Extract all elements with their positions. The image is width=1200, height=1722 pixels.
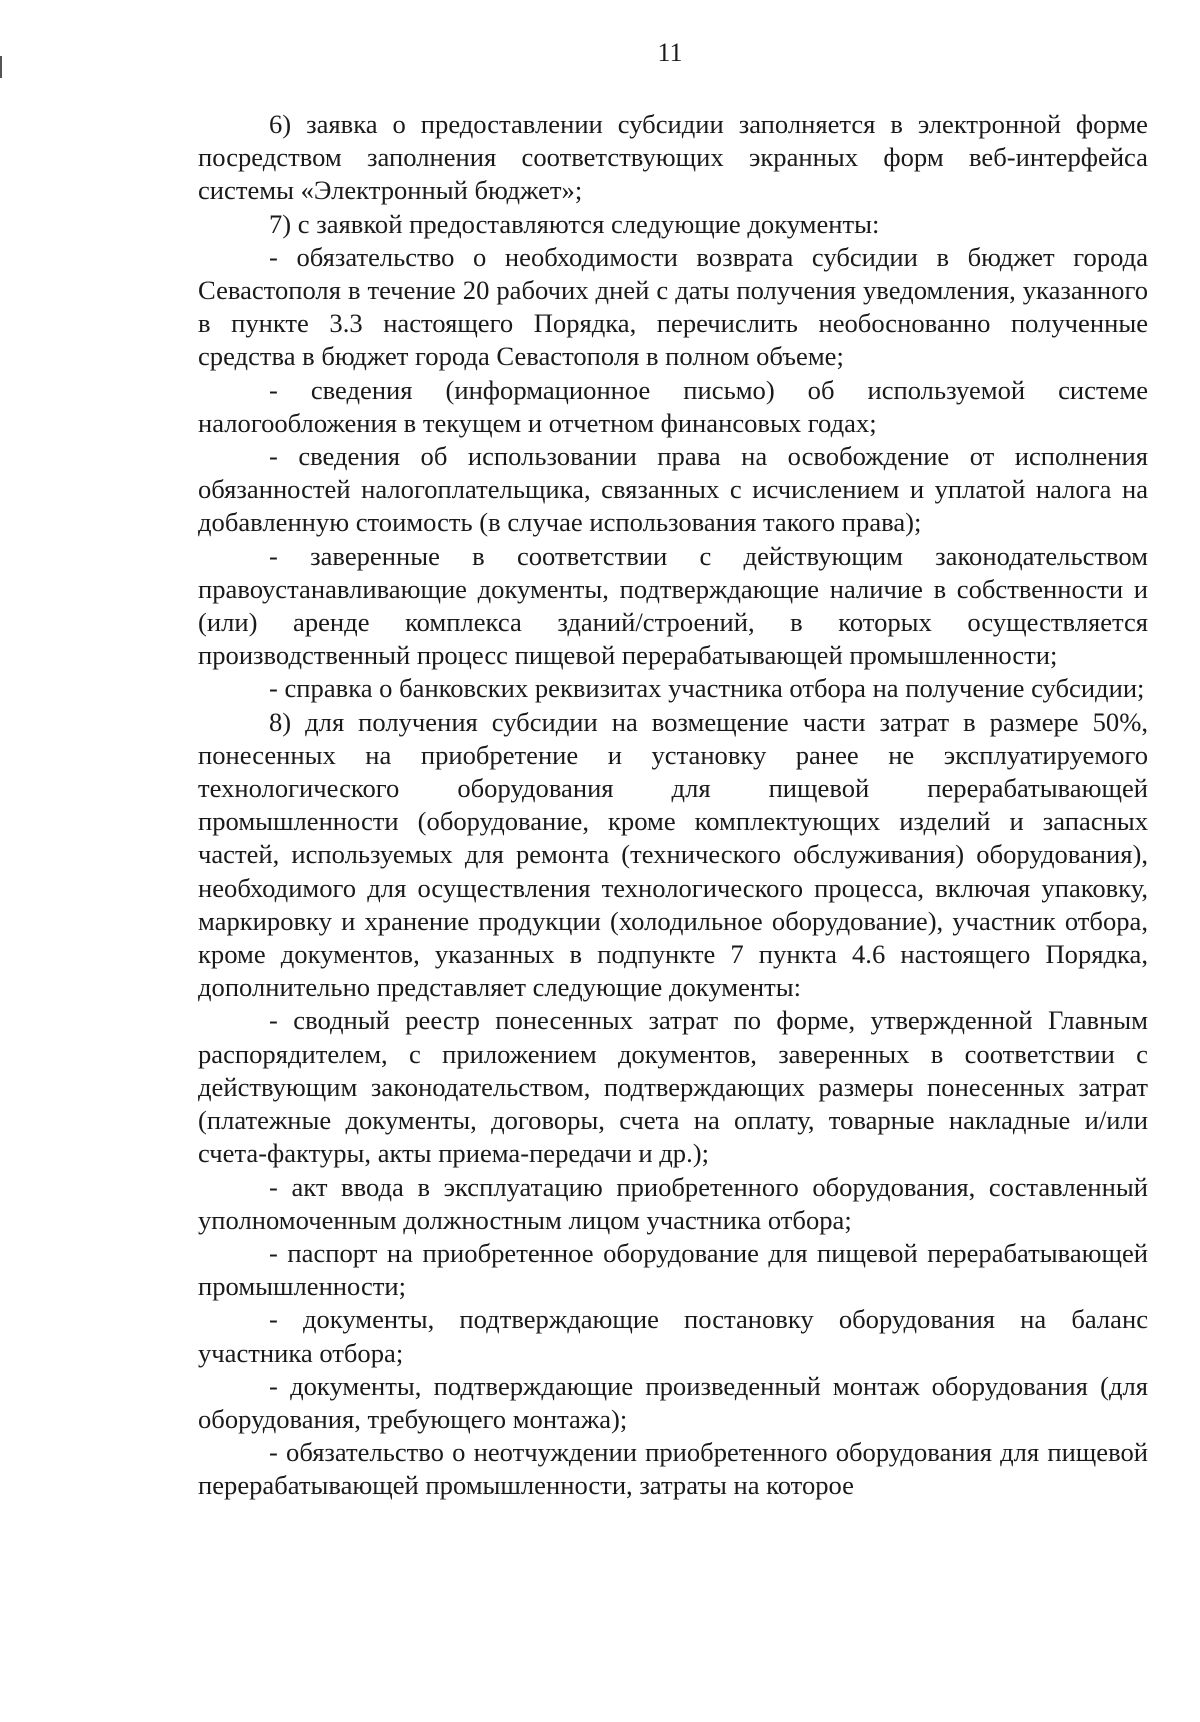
page-number: 11 [657,38,683,67]
list-item: - обязательство о необходимости возврата субсидии в бюджет города Севастополя в течение 20 рабочих дней с даты получения уведомления, указанного в пункте 3.3 настоящего Порядка, перечислить необоснованно полученные средства в бюджет города Севастополя в полном объеме; [198,241,1148,372]
list-item: - справка о банковских реквизитах участника отбора на получение субсидии; [269,673,1145,704]
document-body [198,108,1148,1503]
list-item: - сводный реестр понесенных затрат по форме, утвержденной Главным распорядителем, с приложением документов, заверенных в соответствии с действующим законодательством, подтверждающих размеры понесенных затрат (платежные документы, договоры, счета на оплату, товарные накладные и/или счета-фактуры, акты приема-передачи и др.); [198,1005,1148,1169]
list-item: - обязательство о неотчуждении приобретенного оборудования для пищевой перерабатывающей промышленности, затраты на которое [198,1437,1148,1501]
list-item: - документы, подтверждающие произведенный монтаж оборудования (для оборудования, требующего монтажа); [198,1370,1148,1434]
list-item: - паспорт на приобретенное оборудование для пищевой перерабатывающей промышленности; [198,1237,1148,1302]
paragraph-item-6: 6) заявка о предоставлении субсидии заполняется в электронной форме посредством заполнения соответствующих экранных форм веб-интерфейса системы «Электронный бюджет»; [198,109,1148,206]
list-item: - документы, подтверждающие постановку оборудования на баланс участника отбора; [198,1304,1148,1368]
list-item: - сведения об использовании права на освобождение от исполнения обязанностей налогоплательщика, связанных с исчислением и уплатой налога на добавленную стоимость (в случае использования такого права); [198,441,1148,538]
list-item: - сведения (информационное письмо) об используемой системе налогообложения в текущем и отчетном финансовых годах; [198,374,1148,438]
list-item: - заверенные в соответствии с действующим законодательством правоустанавливающие документы, подтверждающие наличие в собственности и (или) аренде комплекса зданий/строений, в которых осуществляется производственный процесс пищевой перерабатывающей промышленности; [198,540,1148,671]
list-item: - акт ввода в эксплуатацию приобретенного оборудования, составленный уполномоченным должностным лицом участника отбора; [198,1171,1148,1235]
paragraph-item-7: 7) с заявкой предоставляются следующие документы: [269,208,880,239]
paragraph-item-8: 8) для получения субсидии на возмещение части затрат в размере 50%, понесенных на приобретение и установку ранее не эксплуатируемого технологического оборудования для пищевой перерабатывающей промышленности (оборудование, кроме комплектующих изделий и запасных частей, используемых для ремонта (технического обслуживания) оборудования), необходимого для осуществления технологического процесса, включая упаковку, маркировку и хранение продукции (холодильное оборудование), участник отбора, кроме документов, указанных в подпункте 7 пункта 4.6 настоящего Порядка, дополнительно представляет следующие документы: [198,706,1148,1003]
